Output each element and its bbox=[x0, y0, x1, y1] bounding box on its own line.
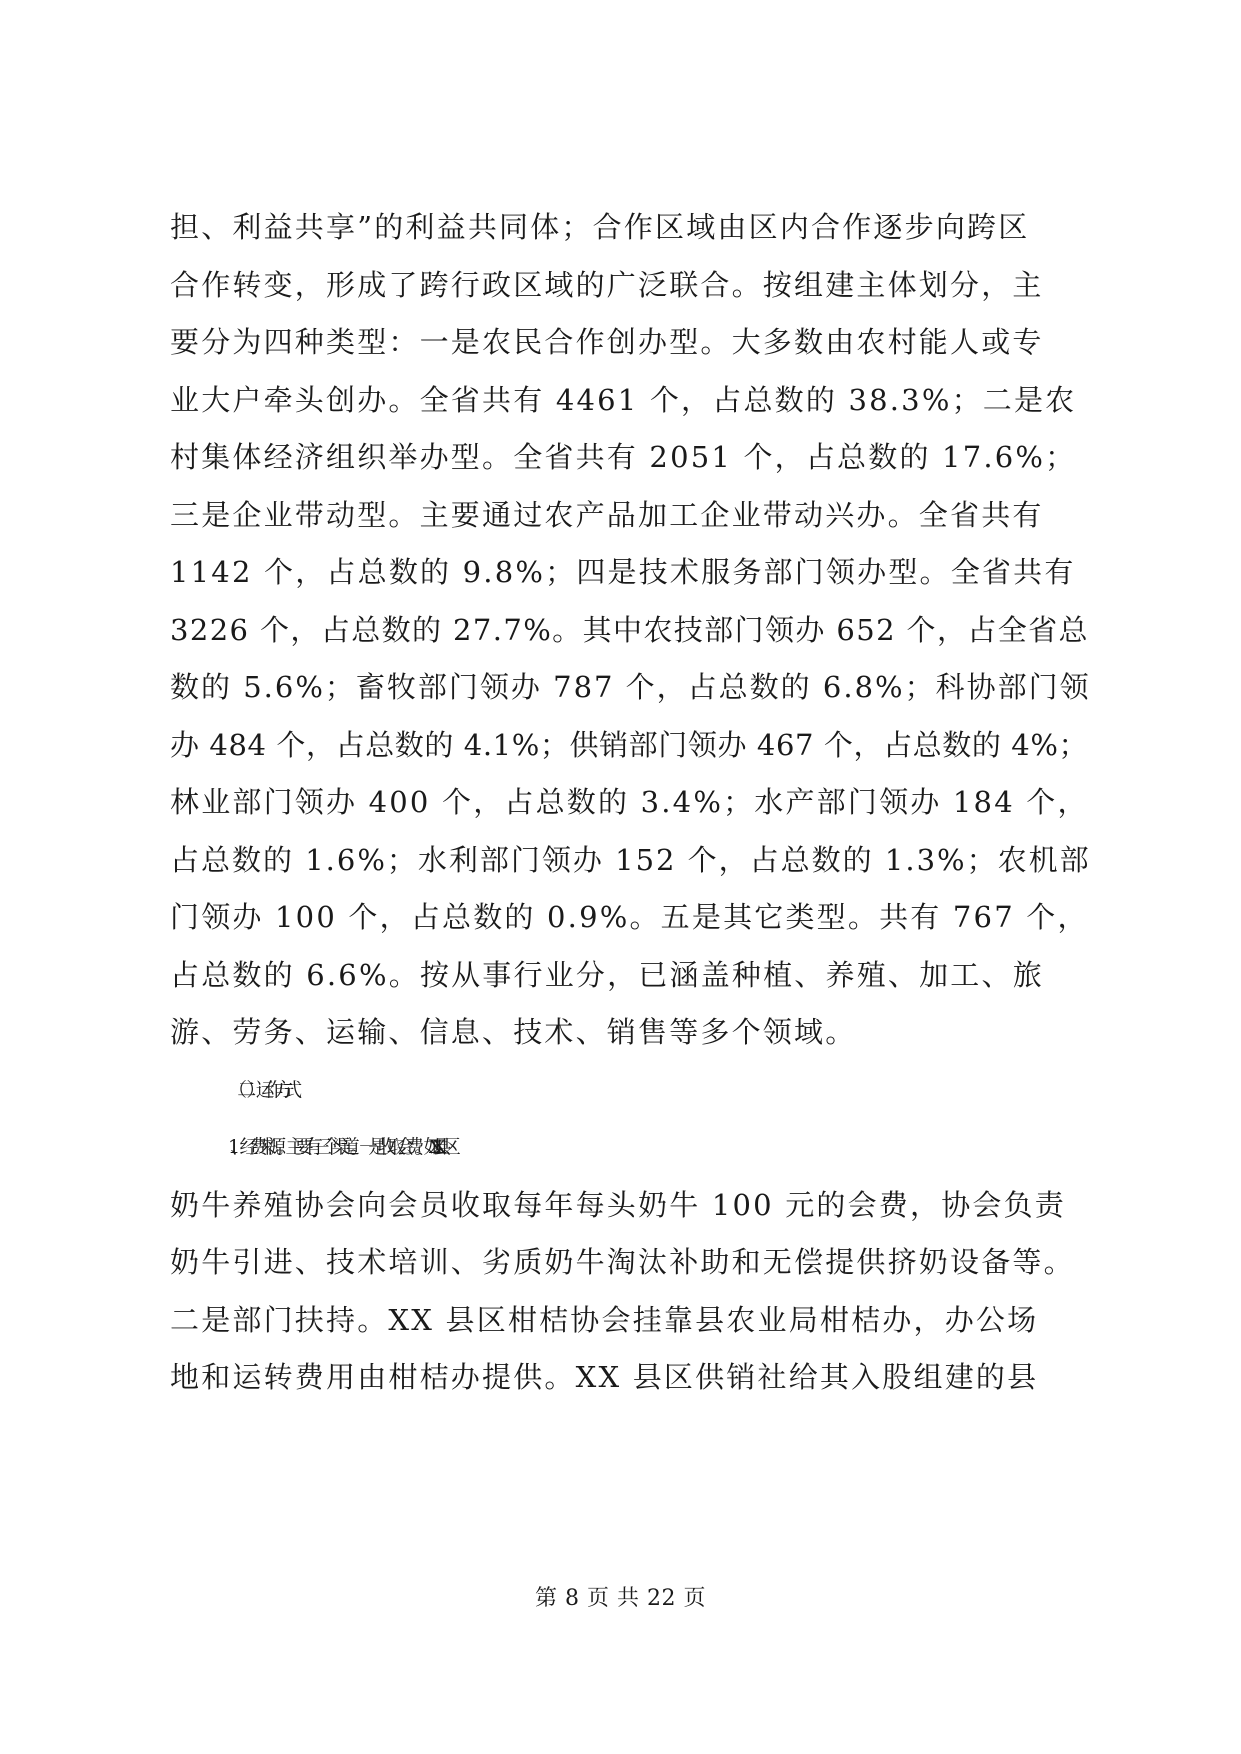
text-line: 奶牛养殖协会向会员收取每年每头奶牛 100 元的会费，协会负责 bbox=[170, 1188, 1066, 1222]
text-line: 占总数的 1.6%；水利部门领办 152 个，占总数的 1.3%；农机部 bbox=[170, 843, 1091, 877]
text-line: 办 484 个，占总数的 4.1%；供销部门领办 467 个，占总数的 4%； bbox=[170, 728, 1089, 762]
text-line: 奶牛引进、技术培训、劣质奶牛淘汰补助和无偿提供挤奶设备等。 bbox=[170, 1245, 1075, 1279]
text-line: 业大户牵头创办。全省共有 4461 个，占总数的 38.3%；二是农 bbox=[170, 383, 1077, 417]
text-line: 1142 个，占总数的 9.8%；四是技术服务部门领办型。全省共有 bbox=[170, 555, 1076, 589]
text-line: 三是企业带动型。主要通过农产品加工企业带动兴办。全省共有 bbox=[170, 498, 1044, 532]
text-line: 林业部门领办 400 个，占总数的 3.4%；水产部门领办 184 个， bbox=[170, 785, 1089, 819]
text-line: 二是部门扶持。XX 县区柑桔协会挂靠县农业局柑桔办，办公场 bbox=[170, 1303, 1039, 1337]
text-line: 要分为四种类型：一是农民合作创办型。大多数由农村能人或专 bbox=[170, 325, 1044, 359]
text-line: 游、劳务、运输、信息、技术、销售等多个领域。 bbox=[170, 1015, 857, 1049]
text-line: 合作转变，形成了跨行政区域的广泛联合。按组建主体划分，主 bbox=[170, 268, 1044, 302]
text-line: 村集体经济组织举办型。全省共有 2051 个，占总数的 17.6%； bbox=[170, 440, 1077, 474]
text-line: 门领办 100 个，占总数的 0.9%。五是其它类型。共有 767 个， bbox=[170, 900, 1089, 934]
page-number: 第 8 页 共 22 页 bbox=[535, 1586, 706, 1611]
text-line: 地和运转费用由柑桔办提供。XX 县区供销社给其入股组建的县 bbox=[170, 1360, 1039, 1394]
text-line: 占总数的 6.6%。按从事行业分，已涵盖种植、养殖、加工、旅 bbox=[170, 958, 1044, 992]
text-line: 数的 5.6%；畜牧部门领办 787 个，占总数的 6.8%；科协部门领 bbox=[170, 670, 1091, 704]
text-line: 1、经费来源。主要有三个渠道。一是收取会费。如 XX 县区 bbox=[228, 1136, 452, 1158]
text-line: 3226 个，占总数的 27.7%。其中农技部门领办 652 个，占全省总 bbox=[170, 613, 1089, 647]
text-line: 担、利益共享”的利益共同体；合作区域由区内合作逐步向跨区 bbox=[170, 210, 1030, 244]
section-heading: （二）运作方式 bbox=[228, 1079, 293, 1101]
